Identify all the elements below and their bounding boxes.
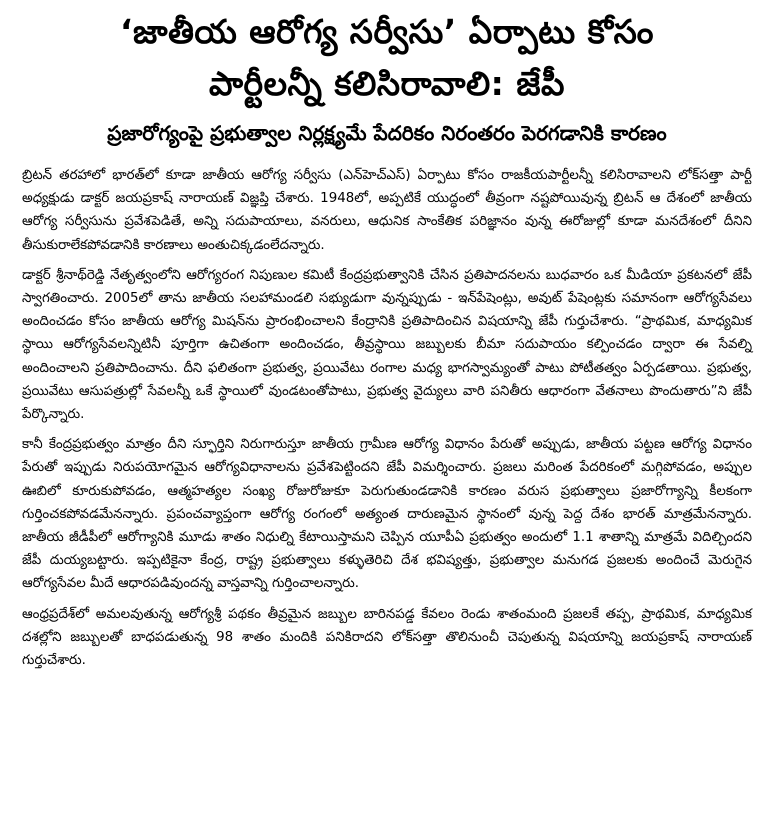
paragraph-1: బ్రిటన్ తరహాలో భారత్‌లో కూడా జాతీయ ఆరోగ్య సర్వీసు (ఎన్‌హెచ్ఎస్) ఏర్పాటు కోసం రాజకీయపార్టీలన్నీ కలిసిరావాలని లోక్‌సత్తా పార్టీ అధ్యక్షుడు డాక్టర్ జయప్రకాష్ నారాయణ్ విజ్ఞప్తి చేశారు. 1948లో, అప్పటికే యుద్ధంలో తీవ్రంగా నష్టపోయివున్న బ్రిటన్ ఆ దేశంలో జాతీయ ఆరోగ్య సర్వీసును ప్రవేశపెడితే, అన్ని సదుపాయాలు, వనరులు, ఆధునిక సాంకేతిక పరిజ్ఞానం వున్న ఈరోజుల్లో కూడా మనదేశంలో దీనిని తీసుకురాలేకపోవడానికి కారణాలు అంతుచిక్కడంలేదన్నారు. [22, 168, 752, 253]
headline [22, 6, 752, 110]
subheadline: ప్రజారోగ్యంపై ప్రభుత్వాల నిర్లక్ష్యమే పేదరికం నిరంతరం పెరగడానికి కారణం [107, 121, 667, 145]
paragraph-3: కానీ కేంద్రప్రభుత్వం మాత్రం దీని స్ఫూర్తిని నిరుగారుస్తూ జాతీయ గ్రామీణ ఆరోగ్య విధానం పేరుతో అప్పుడు, జాతీయ పట్టణ ఆరోగ్య విధానం పేరుతో ఇప్పుడు నిరుపయోగమైన ఆరోగ్యవిధానాలను ప్రవేశపెట్టిందని జేపీ విమర్శించారు. ప్రజలు మరింత పేదరికంలో మగ్గిపోవడం, అప్పుల ఊబిలో కూరుకుపోవడం, ఆత్మహత్యల సంఖ్య రోజురోజుకూ పెరుగుతుండడానికి కారణం వరుస ప్రభుత్వాలు ప్రజారోగ్యాన్ని కీలకంగా గుర్తించకపోవడమేనన్నారు. ప్రపంచవ్యాప్తంగా ఆరోగ్య రంగంలో అత్యంత దారుణమైన స్థానంలో వున్న పెద్ద దేశం భారత్ మాత్రమేనన్నారు. జాతీయ జీడీపీలో ఆరోగ్యానికి మూడు శాతం నిధుల్ని కేటాయిస్తామని చెప్పిన యూపీఏ ప్రభుత్వం అందులో 1.1 శాతాన్ని మాత్రమే విదిల్చిందని జేపీ దుయ్యబట్టారు. ఇప్పటికైనా కేంద్ర, రాష్ట్ర ప్రభుత్వాలు కళ్ళుతెరిచి దేశ భవిష్యత్తు, ప్రభుత్వాల మనుగడ ప్రజలకు అందించే మెరుగైన ఆరోగ్యసేవల మీదే ఆధారపడివుందన్న వాస్తవాన్ని గుర్తించాలన్నారు. [22, 437, 753, 592]
paragraph-2: డాక్టర్ శ్రీనాథ్‌రెడ్డి నేతృత్వంలోని ఆరోగ్యరంగ నిపుణుల కమిటీ కేంద్రప్రభుత్వానికి చేసిన ప్రతిపాదనలను బుధవారం ఒక మీడియా ప్రకటనలో జేపీ స్వాగతించారు. 2005లో తాను జాతీయ సలహామండలి సభ్యుడుగా వున్నప్పుడు - ఇన్‌పేషెంట్లు, అవుట్ పేషెంట్లకు సమానంగా ఆరోగ్యసేవలు అందించడం కోసం జాతీయ ఆరోగ్య మిషన్‌ను ప్రారంభించాలని కేంద్రానికి ప్రతిపాదించిన విషయాన్ని జేపీ గుర్తుచేశారు. “ప్రాథమిక, మాధ్యమిక స్థాయి ఆరోగ్యసేవలన్నిటినీ పూర్తిగా ఉచితంగా అందించడం, తీవ్రస్థాయి జబ్బులకు బీమా సదుపాయం కల్పించడం ద్వారా ఈ సేవల్ని అందించాలని ప్రతిపాదించాను. దీని ఫలితంగా ప్రభుత్వ, ప్రయివేటు రంగాల మధ్య భాగస్వామ్యంతో పాటు పోటీతత్వం ఏర్పడతాయి. ప్రభుత్వ, ప్రయివేటు ఆసుపత్రుల్లో సేవలన్నీ ఒకే స్థాయిలో వుండటంతోపాటు, ప్రభుత్వ వైద్యులు వారి పనితీరు ఆధారంగా వేతనాలు పొందుతారు”ని జేపీ పేర్కొన్నారు. [22, 267, 752, 423]
headline-line-2: పార్టీలన్నీ కలిసిరావాలి: జేపీ [209, 64, 565, 103]
article-body [22, 164, 752, 672]
headline-line-1: ‘జాతీయ ఆరోగ్య సర్వీసు’ ఏర్పాటు కోసం [120, 12, 654, 51]
paragraph-4: ఆంధ్రప్రదేశ్‌లో అమలవుతున్న ఆరోగ్యశ్రీ పథకం తీవ్రమైన జబ్బుల బారినపడ్డ కేవలం రెండు శాతంమంది ప్రజలకే తప్ప, ప్రాథమిక, మాధ్యమిక దశల్లోని జబ్బులతో బాధపడుతున్న 98 శాతం మందికి పనికిరాదని లోక్‌సత్తా తొలినుంచీ చెపుతున్న విషయాన్ని జయప్రకాష్ నారాయణ్ గుర్తుచేశారు. [22, 606, 752, 669]
